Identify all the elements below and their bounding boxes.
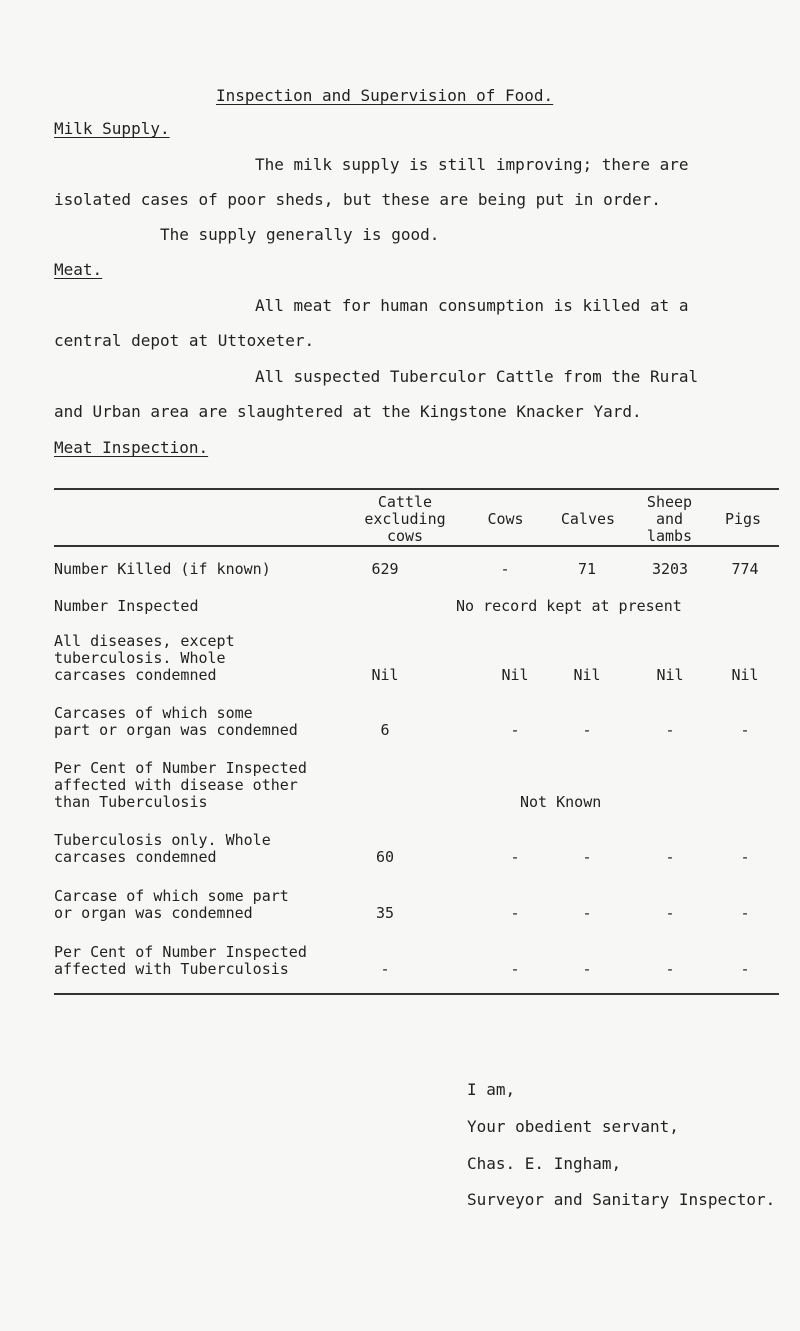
cell-cows: Nil: [501, 666, 529, 684]
cell-sheep: -: [665, 721, 675, 739]
cell-cattle: Nil: [371, 666, 399, 684]
closing-line-1: I am,: [467, 1080, 516, 1099]
cell-cows: -: [510, 904, 520, 922]
cell-calves: -: [582, 721, 592, 739]
row-label: Carcases of which some part or organ was condemned: [54, 704, 298, 739]
header-calves: Calves: [560, 510, 616, 528]
cell-sheep: -: [665, 904, 675, 922]
meat-heading: Meat.: [54, 260, 103, 279]
cell-pigs: Nil: [731, 666, 759, 684]
cell-sheep: Nil: [656, 666, 684, 684]
cell-cattle: 6: [380, 721, 390, 739]
cell-calves: -: [582, 904, 592, 922]
closing-line-2: Your obedient servant,: [467, 1117, 679, 1136]
milk-line-3: The supply generally is good.: [160, 225, 440, 244]
cell-cows: -: [510, 960, 520, 978]
page-title: Inspection and Supervision of Food.: [216, 86, 554, 105]
cell-pigs: -: [740, 960, 750, 978]
cell-cows: -: [510, 721, 520, 739]
cell-pigs: -: [740, 904, 750, 922]
cell-pigs: -: [740, 848, 750, 866]
cell-calves: Nil: [573, 666, 601, 684]
cell-cattle: 629: [371, 560, 399, 578]
header-sheep: Sheep and lambs: [646, 493, 693, 545]
cell-sheep: -: [665, 960, 675, 978]
milk-heading: Milk Supply.: [54, 119, 170, 138]
meat-line-2: central depot at Uttoxeter.: [54, 331, 315, 350]
row-label: Carcase of which some part or organ was condemned: [54, 887, 289, 922]
row-label: Number Killed (if known): [54, 560, 271, 578]
row-label: Per Cent of Number Inspected affected with disease other than Tuberculosis: [54, 759, 307, 811]
signature-name: Chas. E. Ingham,: [467, 1154, 622, 1173]
header-cows: Cows: [487, 510, 524, 528]
meat-line-1: All meat for human consumption is killed at a: [255, 296, 689, 315]
cell-cows: -: [510, 848, 520, 866]
cell-sheep: 3203: [651, 560, 689, 578]
cell-calves: -: [582, 848, 592, 866]
cell-cattle: 35: [375, 904, 395, 922]
cell-calves: -: [582, 960, 592, 978]
cell-cattle: -: [380, 960, 390, 978]
meat-inspection-heading: Meat Inspection.: [54, 438, 209, 457]
header-bottom-rule: [54, 545, 779, 547]
milk-line-1: The milk supply is still improving; there are: [255, 155, 689, 174]
signature-title: Surveyor and Sanitary Inspector.: [467, 1190, 776, 1209]
row-label: Tuberculosis only. Whole carcases condemned: [54, 831, 271, 866]
cell-sheep: -: [665, 848, 675, 866]
cell-pigs: 774: [731, 560, 759, 578]
header-pigs: Pigs: [724, 510, 762, 528]
header-cattle: Cattle excluding cows: [364, 493, 446, 545]
cell-pigs: -: [740, 721, 750, 739]
cell-cattle: 60: [375, 848, 395, 866]
table-bottom-rule: [54, 993, 779, 995]
table-top-rule: [54, 488, 779, 490]
milk-line-2: isolated cases of poor sheds, but these are being put in order.: [54, 190, 661, 209]
row-label: Number Inspected: [54, 597, 199, 615]
cell-span-no-record: No record kept at present: [456, 597, 682, 615]
cell-cows: -: [500, 560, 510, 578]
row-label: Per Cent of Number Inspected affected with Tuberculosis: [54, 943, 307, 978]
cell-calves: 71: [577, 560, 597, 578]
cell-span-not-known: Not Known: [520, 793, 602, 811]
meat-line-3: All suspected Tuberculor Cattle from the Rural: [255, 367, 699, 386]
meat-line-4: and Urban area are slaughtered at the Kingstone Knacker Yard.: [54, 402, 642, 421]
row-label: All diseases, except tuberculosis. Whole carcases condemned: [54, 632, 235, 684]
